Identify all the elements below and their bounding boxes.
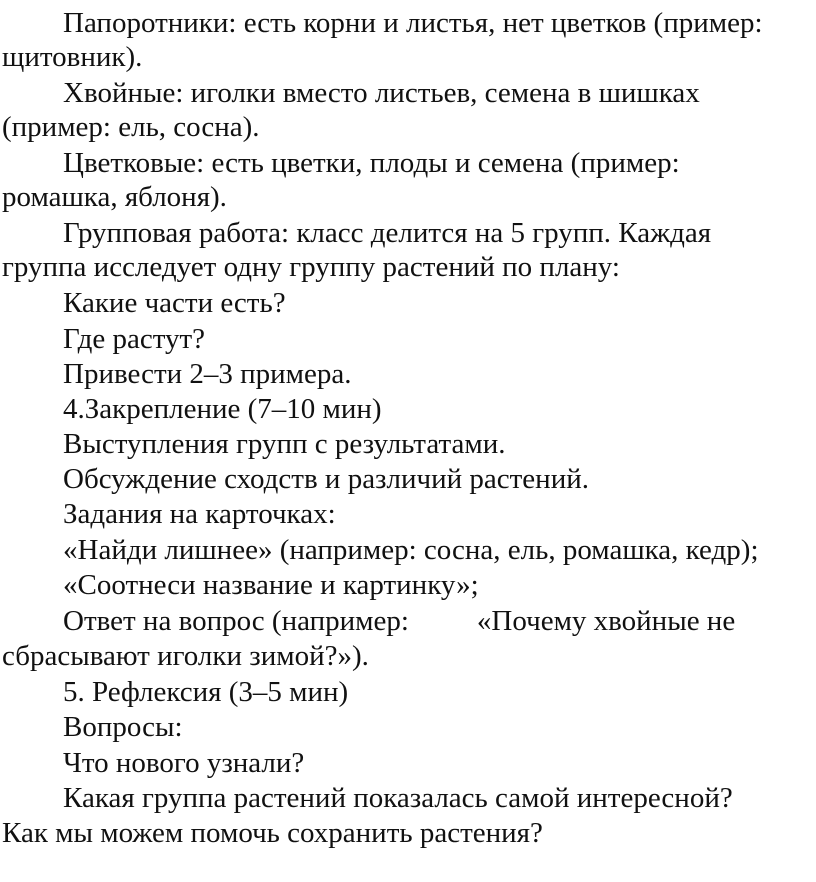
paragraph-group-work: Групповая работа: класс делится на 5 групп. Каждая: [63, 217, 712, 249]
plan-item-examples: Привести 2–3 примера.: [63, 358, 352, 390]
card-task-match: «Соотнеси название и картинку»;: [63, 569, 479, 601]
reflection-question-interesting: Какая группа растений показалась самой интересной?: [63, 782, 733, 814]
reflection-question-new: Что нового узнали?: [63, 747, 305, 779]
paragraph-flowering: Цветковые: есть цветки, плоды и семена (пример:: [63, 147, 680, 179]
paragraph-conifers: Хвойные: иголки вместо листьев, семена в шишках: [63, 77, 700, 109]
reflection-questions-label: Вопросы:: [63, 711, 183, 743]
card-task-question-text: «Почему хвойные не: [476, 605, 736, 637]
paragraph-conifers-continued: (пример: ель, сосна).: [2, 111, 260, 143]
plan-item-parts: Какие части есть?: [63, 287, 286, 319]
reflection-question-protect: Как мы можем помочь сохранить растения?: [2, 817, 543, 849]
card-task-question-lead: Ответ на вопрос (например:: [63, 605, 409, 637]
plan-item-habitat: Где растут?: [63, 323, 206, 355]
consolidation-item-presentations: Выступления групп с результатами.: [63, 428, 506, 460]
paragraph-ferns-continued: щитовник).: [2, 41, 143, 73]
section-heading-reflection: 5. Рефлексия (3–5 мин): [63, 676, 349, 708]
consolidation-item-discussion: Обсуждение сходств и различий растений.: [63, 463, 589, 495]
card-task-question-continued: сбрасывают иголки зимой?»).: [2, 640, 369, 672]
section-heading-consolidation: 4.Закрепление (7–10 мин): [63, 393, 382, 425]
paragraph-group-work-continued: группа исследует одну группу растений по плану:: [2, 251, 620, 283]
card-task-question: [63, 604, 735, 638]
card-task-odd-one-out: «Найди лишнее» (например: сосна, ель, ромашка, кедр);: [63, 534, 759, 566]
paragraph-ferns: Папоротники: есть корни и листья, нет цветков (пример:: [63, 7, 763, 39]
consolidation-item-cards: Задания на карточках:: [63, 498, 336, 530]
paragraph-flowering-continued: ромашка, яблоня).: [2, 181, 227, 213]
